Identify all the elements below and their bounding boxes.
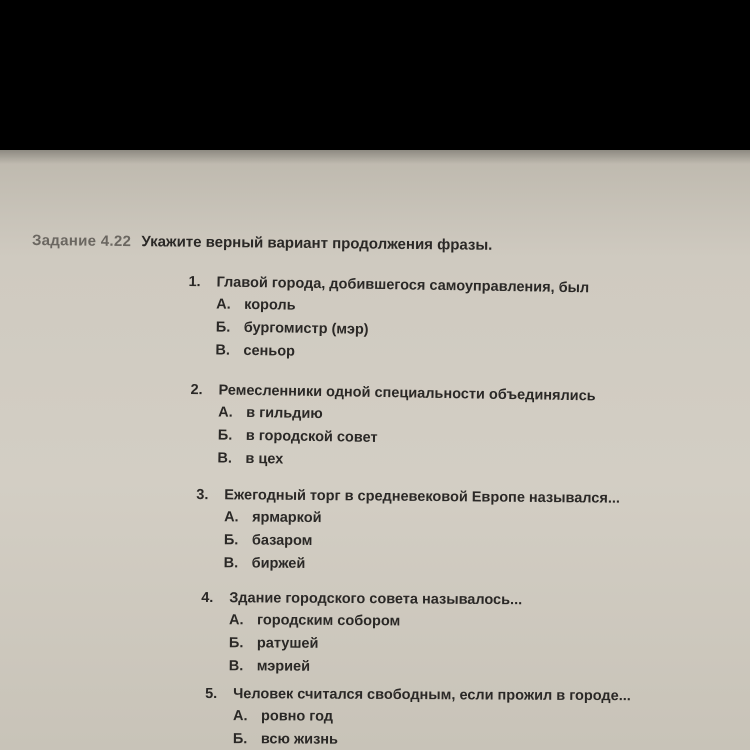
option-letter: А. bbox=[232, 708, 248, 725]
option-letter: В. bbox=[217, 450, 233, 467]
option-text: ратушей bbox=[256, 635, 319, 652]
option-letter: Б. bbox=[217, 427, 233, 444]
question-line bbox=[201, 587, 522, 611]
question-text: Ежегодный торг в средневековой Европе назывался... bbox=[224, 487, 621, 507]
question-2 bbox=[189, 379, 596, 476]
question-number: 3. bbox=[196, 487, 209, 504]
answer-option bbox=[201, 632, 522, 657]
question-text: Здание городского совета называлось... bbox=[229, 590, 523, 609]
question-text: Ремесленники одной специальности объединялись bbox=[218, 382, 596, 405]
question-number: 1. bbox=[188, 274, 201, 291]
option-text: базаром bbox=[251, 532, 313, 550]
task-header bbox=[32, 232, 493, 254]
question-text: Главой города, добившегося самоуправления, был bbox=[216, 274, 590, 297]
worksheet-page bbox=[0, 150, 750, 750]
option-letter: А. bbox=[216, 296, 231, 313]
answer-option bbox=[196, 552, 620, 579]
task-number: Задание 4.22 bbox=[31, 232, 132, 251]
question-line bbox=[205, 683, 631, 707]
option-text: бургомистр (мэр) bbox=[243, 319, 369, 338]
answer-option bbox=[201, 655, 522, 680]
question-number: 2. bbox=[190, 382, 203, 399]
option-text: в гильдию bbox=[246, 404, 323, 423]
answer-option bbox=[205, 705, 631, 730]
option-text: всю жизнь bbox=[260, 731, 339, 748]
question-1 bbox=[187, 271, 589, 368]
option-letter: В. bbox=[228, 658, 244, 675]
option-text: биржей bbox=[251, 555, 306, 572]
option-letter: А. bbox=[224, 509, 239, 526]
question-text: Человек считался свободным, если прожил в городе... bbox=[233, 686, 631, 705]
question-4 bbox=[201, 587, 523, 680]
option-letter: В. bbox=[215, 342, 231, 359]
option-letter: А. bbox=[218, 404, 233, 421]
question-number: 4. bbox=[201, 590, 214, 607]
option-text: ровно год bbox=[260, 708, 334, 725]
option-letter: Б. bbox=[232, 731, 248, 748]
option-letter: В. bbox=[223, 555, 239, 572]
option-text: в цех bbox=[245, 450, 284, 468]
answer-option bbox=[187, 339, 588, 368]
option-letter: Б. bbox=[223, 532, 239, 549]
option-text: сеньор bbox=[243, 342, 296, 360]
answer-option bbox=[201, 609, 522, 634]
question-number: 5. bbox=[205, 686, 218, 703]
question-5 bbox=[205, 683, 631, 750]
question-3 bbox=[196, 484, 620, 579]
option-letter: А. bbox=[229, 612, 244, 629]
option-text: в городской совет bbox=[245, 427, 378, 446]
option-text: ярмаркой bbox=[252, 509, 322, 527]
option-text: городским собором bbox=[257, 612, 401, 630]
option-letter: Б. bbox=[215, 319, 231, 336]
option-letter: Б. bbox=[228, 635, 244, 652]
answer-option bbox=[205, 728, 631, 750]
option-text: мэрией bbox=[256, 658, 311, 675]
option-text: король bbox=[244, 296, 296, 314]
task-instruction: Укажите верный вариант продолжения фразы. bbox=[141, 233, 493, 254]
